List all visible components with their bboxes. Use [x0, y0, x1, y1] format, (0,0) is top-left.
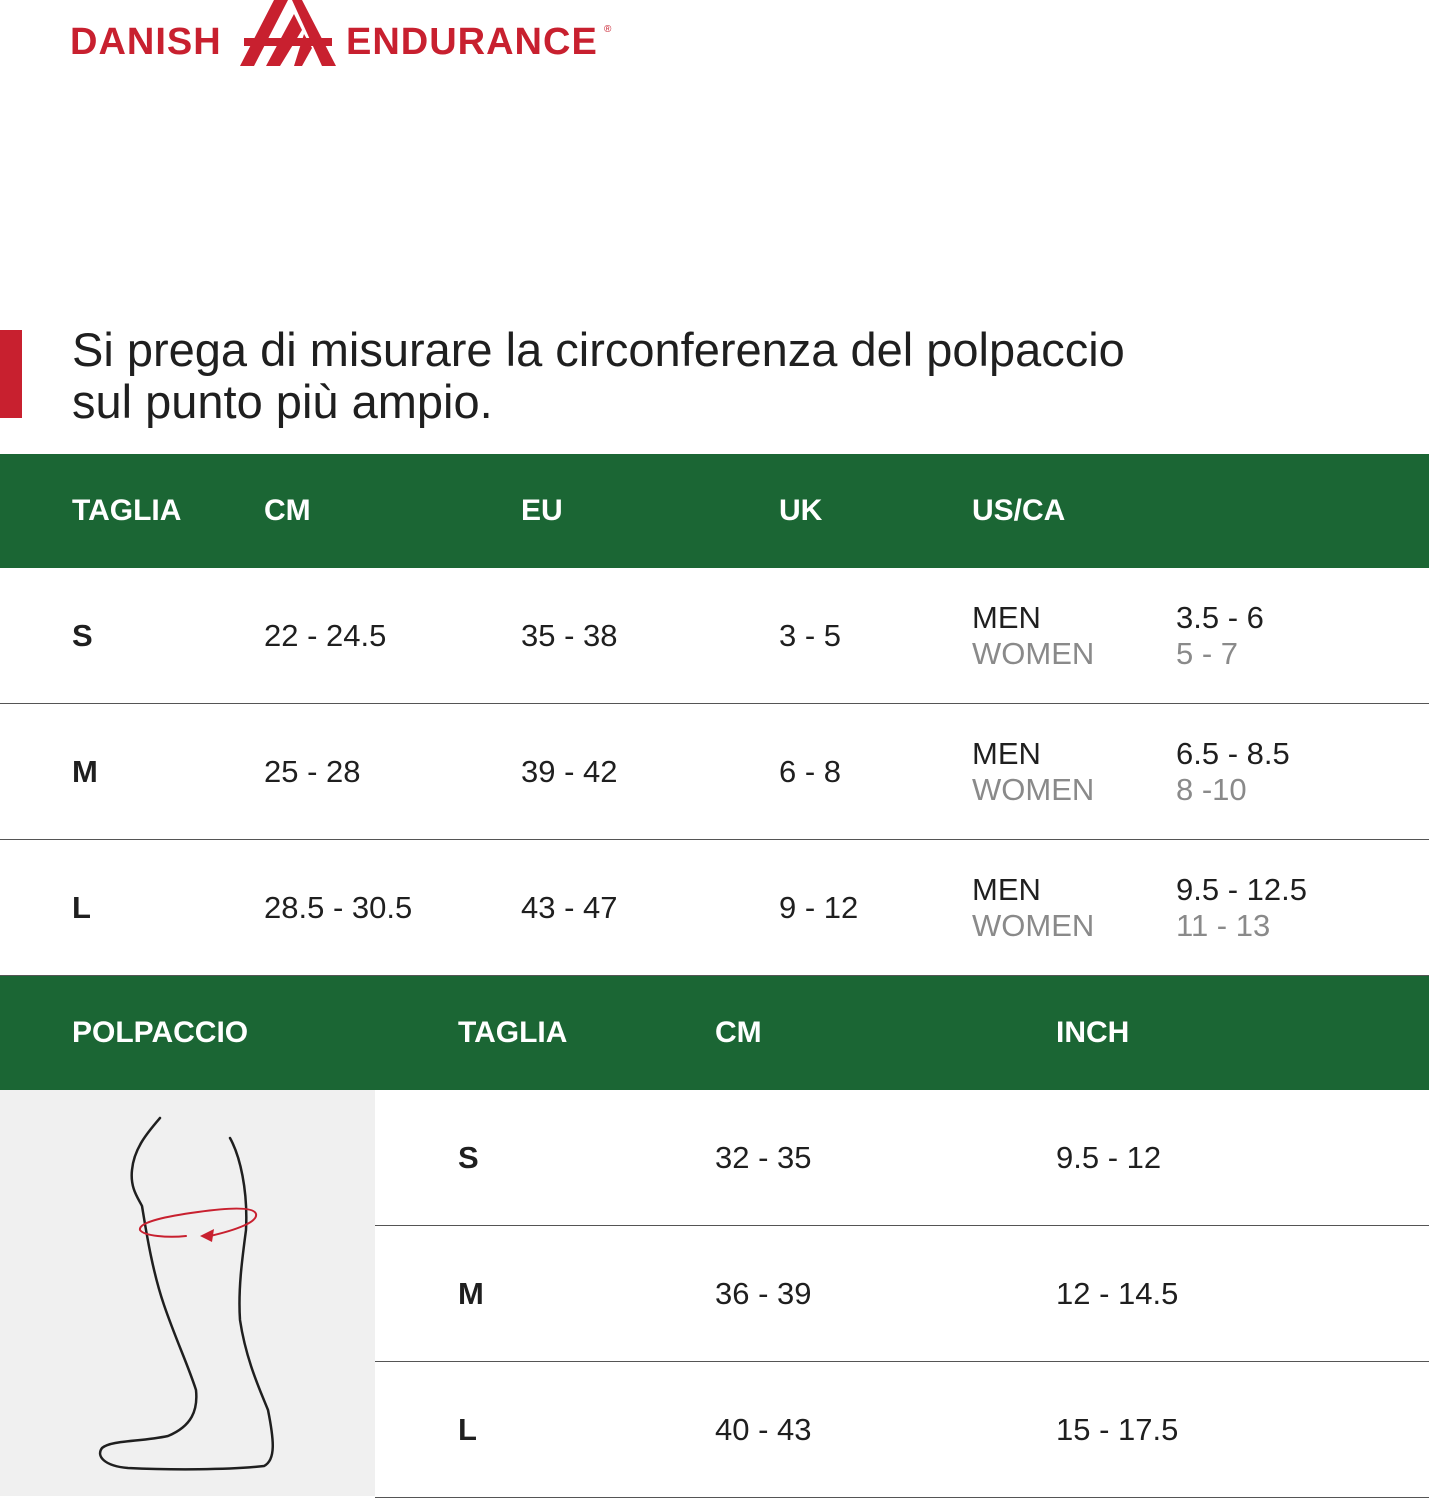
table-row-m [375, 1226, 1429, 1362]
uk-cell: 3 - 5 [779, 618, 842, 653]
header-cm: CM [264, 494, 311, 527]
inch-cell: 12 - 14.5 [1056, 1276, 1179, 1311]
brand-word-endurance: ENDURANCE [346, 21, 598, 63]
instruction-line-2: sul punto più ampio. [72, 375, 493, 428]
women-label: WOMEN [972, 636, 1095, 671]
table-row-s [375, 1090, 1429, 1226]
mountain-logo-icon [238, 0, 338, 68]
size-cell: M [458, 1276, 484, 1311]
cm-cell: 22 - 24.5 [264, 618, 387, 653]
men-label: MEN [972, 736, 1041, 771]
calf-measurement-icon [0, 1090, 375, 1496]
eu-cell: 35 - 38 [521, 618, 618, 653]
women-size: 11 - 13 [1176, 908, 1271, 943]
header-us-ca: US/CA [972, 494, 1066, 527]
size-cell: L [458, 1412, 477, 1447]
intro-accent-bar [0, 330, 22, 418]
header-uk: UK [779, 494, 823, 527]
men-size: 9.5 - 12.5 [1176, 872, 1307, 907]
header-eu: EU [521, 494, 563, 527]
calf-table-header [0, 976, 1429, 1090]
women-label: WOMEN [972, 908, 1095, 943]
header-inch: INCH [1056, 1016, 1130, 1049]
table-row-m [0, 704, 1429, 840]
men-size: 6.5 - 8.5 [1176, 736, 1290, 771]
shoe-table-header [0, 454, 1429, 568]
size-cell: S [72, 618, 93, 653]
calf-illustration-panel [0, 1090, 375, 1496]
cm-cell: 32 - 35 [715, 1140, 812, 1175]
cm-cell: 40 - 43 [715, 1412, 812, 1447]
women-label: WOMEN [972, 772, 1095, 807]
inch-cell: 15 - 17.5 [1056, 1412, 1179, 1447]
men-label: MEN [972, 600, 1041, 635]
women-size: 8 -10 [1176, 772, 1247, 807]
uk-cell: 6 - 8 [779, 754, 842, 789]
eu-cell: 43 - 47 [521, 890, 618, 925]
table-row-l [375, 1362, 1429, 1498]
measurement-instruction [72, 324, 1125, 428]
header-taglia: TAGLIA [458, 1016, 568, 1049]
inch-cell: 9.5 - 12 [1056, 1140, 1162, 1175]
header-taglia: TAGLIA [72, 494, 182, 527]
men-size: 3.5 - 6 [1176, 600, 1264, 635]
table-row-s [0, 568, 1429, 704]
uk-cell: 9 - 12 [779, 890, 859, 925]
instruction-line-1: Si prega di misurare la circonferenza del polpaccio [72, 323, 1125, 376]
brand-logo [70, 0, 630, 70]
cm-cell: 25 - 28 [264, 754, 361, 789]
header-cm: CM [715, 1016, 762, 1049]
men-label: MEN [972, 872, 1041, 907]
registered-mark: ® [604, 24, 612, 35]
brand-word-danish: DANISH [70, 21, 222, 63]
cm-cell: 36 - 39 [715, 1276, 812, 1311]
eu-cell: 39 - 42 [521, 754, 618, 789]
size-cell: S [458, 1140, 479, 1175]
table-row-l [0, 840, 1429, 976]
size-cell: L [72, 890, 91, 925]
cm-cell: 28.5 - 30.5 [264, 890, 413, 925]
size-cell: M [72, 754, 98, 789]
women-size: 5 - 7 [1176, 636, 1239, 671]
header-polpaccio: POLPACCIO [72, 1016, 249, 1049]
